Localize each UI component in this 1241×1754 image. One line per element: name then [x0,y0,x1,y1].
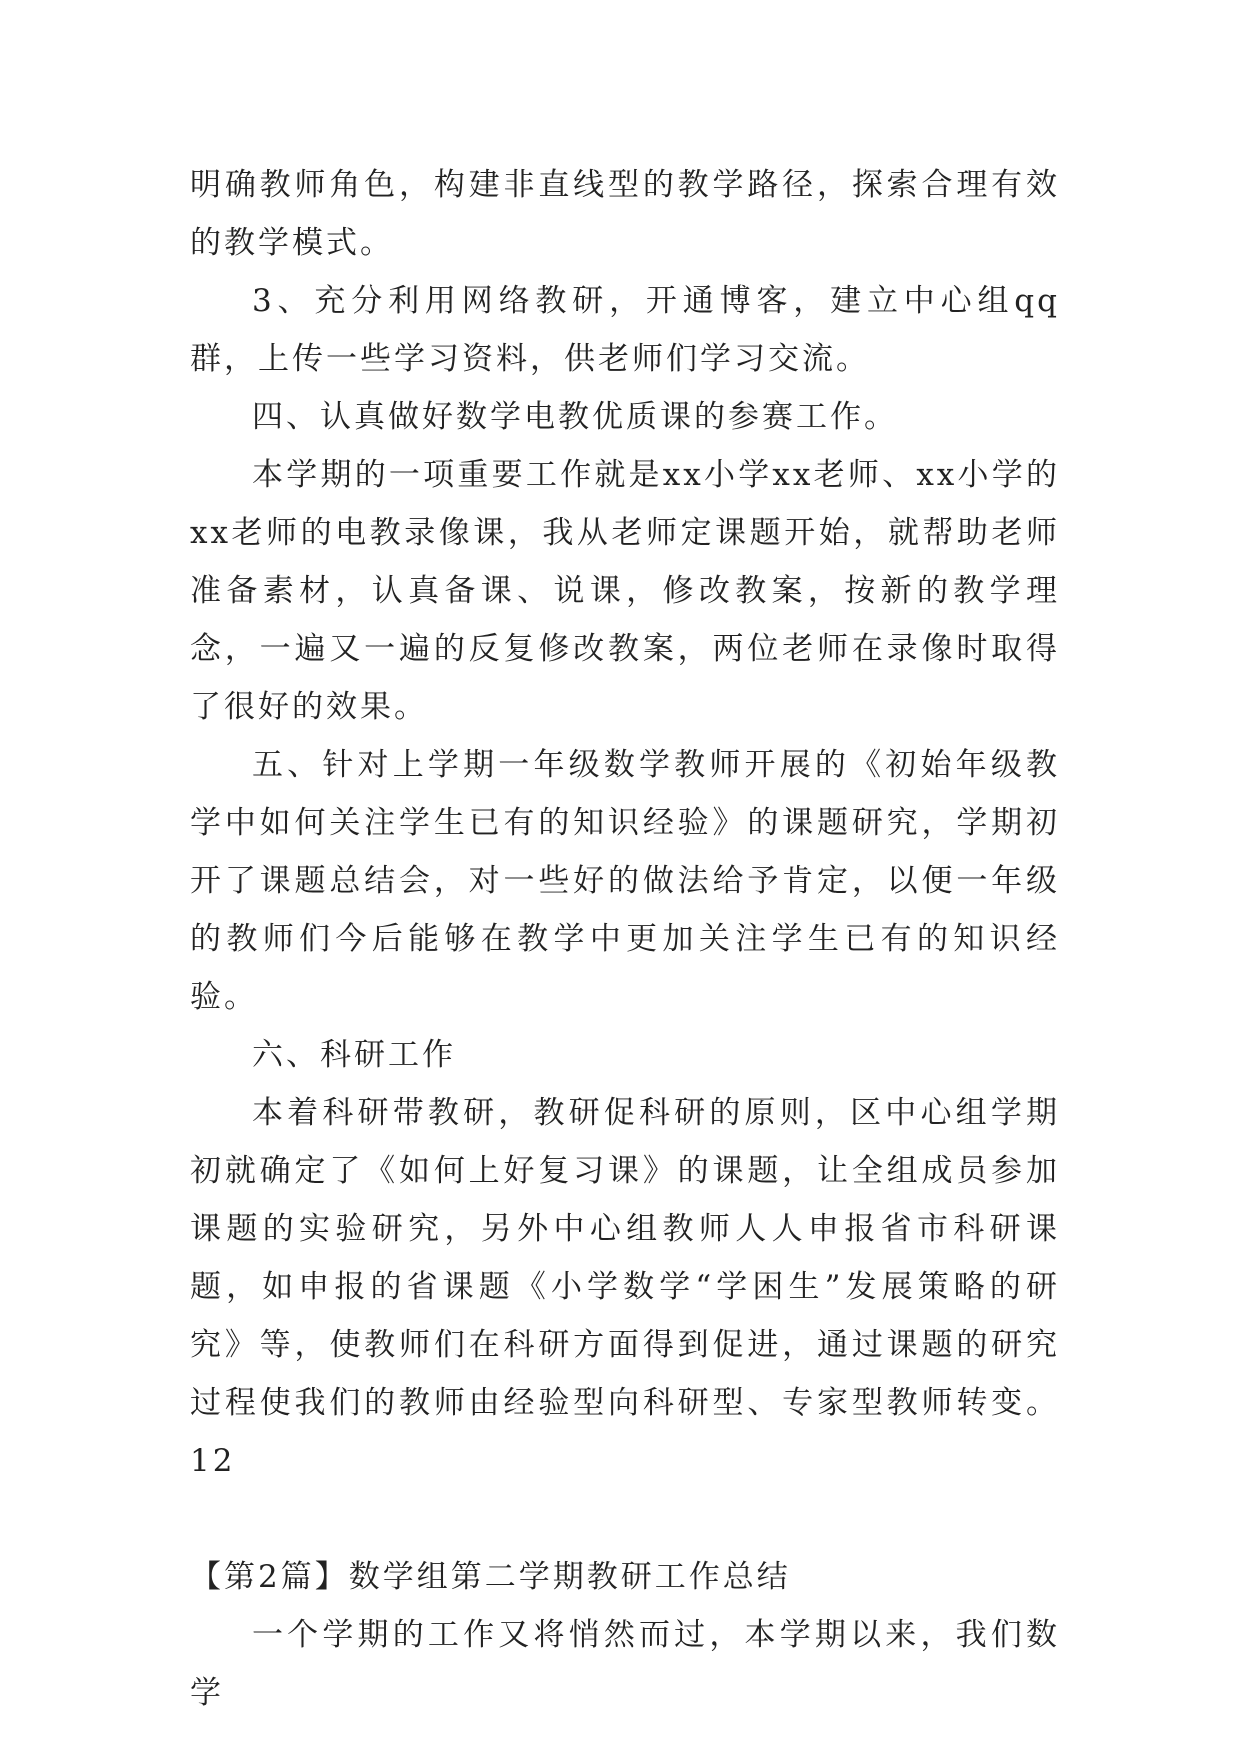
paragraph-continued: 明确教师角色，构建非直线型的教学路径，探索合理有效的教学模式。 [190,167,1060,261]
document-body [190,156,1060,1722]
paragraph-video-lesson: 本学期的一项重要工作就是xx小学xx老师、xx小学的xx老师的电教录像课，我从老师定课题开始，就帮助老师准备素材，认真备课、说课，修改教案，按新的教学理念，一遍又一遍的反复修改教案，两位老师在录像时取得了很好的效果。 [190,457,1060,725]
section-gap [190,1490,1060,1548]
paragraph-item-3: 3、充分利用网络教研，开通博客，建立中心组qq群，上传一些学习资料，供老师们学习交流。 [190,283,1060,377]
section-heading-4: 四、认真做好数学电教优质课的参赛工作。 [252,399,898,435]
article-2-first-line: 一个学期的工作又将悄然而过，本学期以来，我们数学 [190,1617,1060,1711]
paragraph-section-5: 五、针对上学期一年级数学教师开展的《初始年级教学中如何关注学生已有的知识经验》的课题研究，学期初开了课题总结会，对一些好的做法给予肯定，以便一年级的教师们今后能够在教学中更加关注学生已有的知识经验。 [190,747,1060,1015]
article-2-title: 【第2篇】数学组第二学期教研工作总结 [190,1559,791,1595]
section-heading-6: 六、科研工作 [252,1037,456,1073]
paragraph-research: 本着科研带教研，教研促科研的原则，区中心组学期初就确定了《如何上好复习课》的课题，让全组成员参加课题的实验研究，另外中心组教师人人申报省市科研课题，如申报的省课题《小学数学“学困生”发展策略的研究》等，使教师们在科研方面得到促进，通过课题的研究过程使我们的教师由经验型向科研型、专家型教师转变。12 [190,1095,1060,1479]
